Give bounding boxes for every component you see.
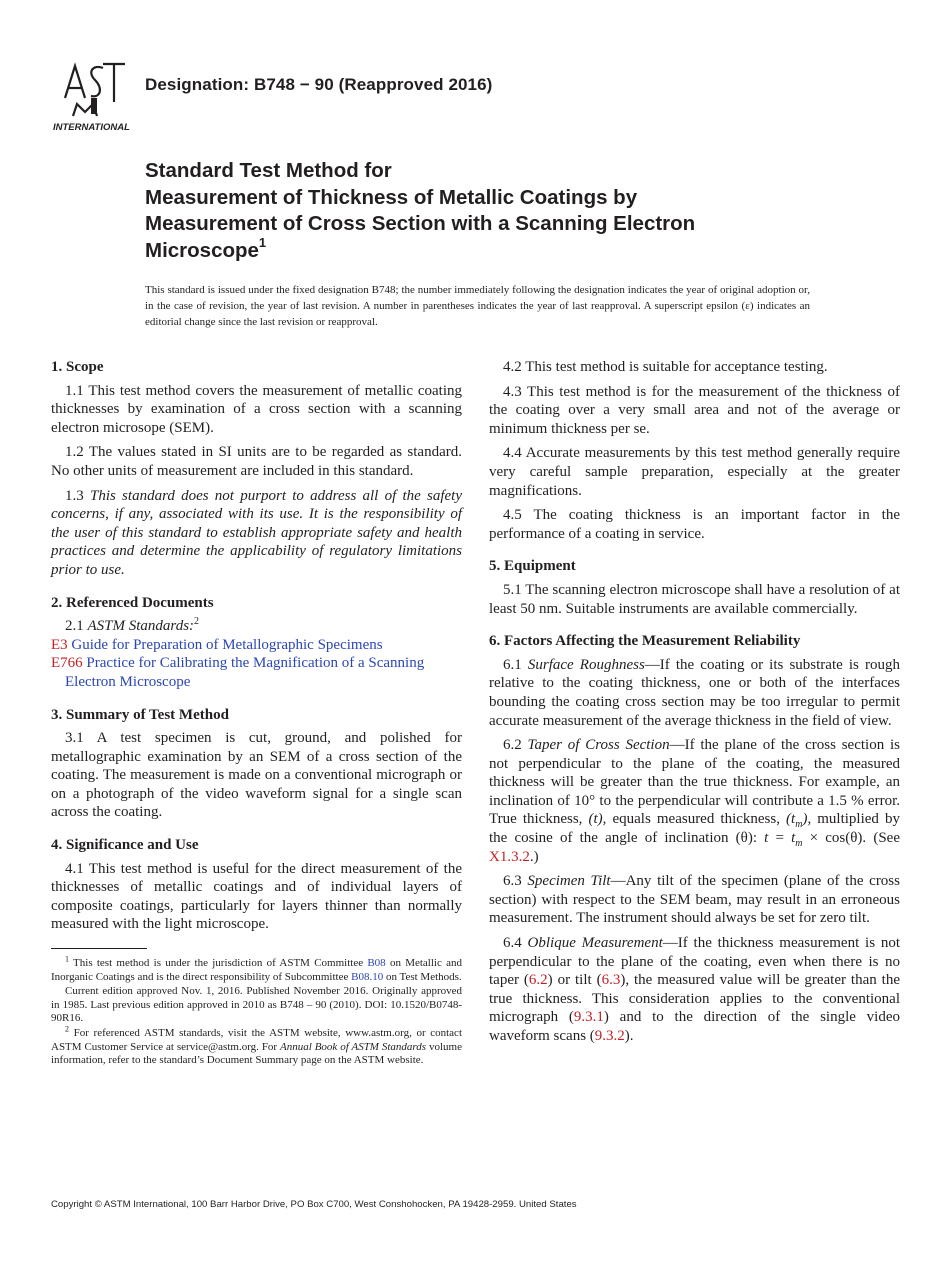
section-heading-referenced-documents: 2. Referenced Documents xyxy=(51,594,214,611)
paragraph-text: ). xyxy=(624,1028,634,1044)
paragraph-number: 6.3 xyxy=(503,873,528,890)
paragraph-text: —If the plane of the cross section is not perpendicular to the plane of the coating, the measured thickness will be greater than the true thickness. For example, an inclination of 10° to the perpendicular will contribute a 1.5 % error. True thickness, xyxy=(489,737,900,828)
paragraph-text: .) xyxy=(529,848,539,865)
paragraph-text: —If the thickness measurement is not perpendicular to the plane of the coating, even when there is no taper ( xyxy=(489,935,901,989)
symbol-tm xyxy=(786,811,808,831)
title-line: Standard Test Method for xyxy=(145,159,392,182)
section-heading-equipment: 5. Equipment xyxy=(489,558,576,575)
equation-symbol: t xyxy=(764,830,769,847)
paragraph-subject: Specimen Tilt xyxy=(527,873,611,890)
committee-link[interactable]: B08 xyxy=(367,957,386,970)
paragraph-number: 6.2 xyxy=(503,737,528,754)
section-link[interactable]: 9.3.1 xyxy=(573,1009,604,1026)
title-footnote-marker: 1 xyxy=(258,234,267,250)
paragraph-subject: Taper of Cross Section xyxy=(527,737,670,754)
paragraph-4-1: 4.1 This test method is useful for the direct measurement of the thicknesses of metallic coatings and of individual layers of composite coatings, particularly for layers thinner than normally measured with the light microscope. xyxy=(51,860,462,933)
equation-text: = xyxy=(768,830,792,847)
paragraph-text: —Any tilt of the specimen (plane of the cross section) with respect to the SEM beam, may result in an erroneous measurement. The instrument should always be set for zero tilt. xyxy=(489,873,900,927)
paragraph-4-2: 4.2 This test method is suitable for acceptance testing. xyxy=(503,359,828,375)
footnote-1 xyxy=(51,954,462,984)
paragraph-4-5: 4.5 The coating thickness is an important factor in the performance of a coating in service. xyxy=(489,507,900,542)
section-heading-factors: 6. Factors Affecting the Measurement Reliability xyxy=(489,633,801,650)
paragraph-text: ) and to the direction of the single video waveform scans ( xyxy=(489,1009,900,1044)
designation: Designation: B748 − 90 (Reapproved 2016) xyxy=(145,75,493,94)
footnote-text: This test method is under the jurisdiction of ASTM Committee xyxy=(69,957,368,970)
footnote-text: on Metallic and Inorganic Coatings and is the direct responsibility of Subcommittee xyxy=(51,957,462,983)
paragraph-6-3 xyxy=(489,872,900,928)
safety-statement: This standard does not purport to address all of the safety concerns, if any, associated with its use. It is the responsibility of the user of this standard to establish appropriate safety and health practices and determine the applicability of regulatory limitations prior to use. xyxy=(51,487,463,578)
paragraph-1-2: 1.2 The values stated in SI units are to be regarded as standard. No other units of measurement are included in this standard. xyxy=(51,444,462,479)
symbol-part: ) xyxy=(802,811,808,828)
title-line xyxy=(145,234,845,265)
document-title xyxy=(145,158,845,264)
left-column xyxy=(51,358,462,1069)
paragraph-text: , equals measured thickness, xyxy=(602,811,787,828)
footnote-text: on Test Methods. xyxy=(383,970,462,983)
title-line: Measurement of Cross Section with a Scanning Electron xyxy=(145,212,696,235)
footnote-italic: Annual Book of ASTM Standards xyxy=(280,1040,427,1053)
paragraph-1-1: 1.1 This test method covers the measurement of metallic coating thicknesses by examination of a cross section with a scanning electron microsope (SEM). xyxy=(51,382,462,436)
paragraph-number: 6.4 xyxy=(503,935,528,952)
paragraph-3-1: 3.1 A test specimen is cut, ground, and polished for metallographic examination by an SEM of a cross section of the coating. The measurement is made on a conventional micrograph or on a photograph of the video waveform signal for a single scan across the coating. xyxy=(51,730,462,821)
footnote-text: For referenced ASTM standards, visit the ASTM website, www.astm.org, or contact ASTM Customer Service at service@astm.org. For xyxy=(51,1027,462,1053)
paragraph-text: ) or tilt ( xyxy=(547,972,602,989)
svg-text:INTERNATIONAL: INTERNATIONAL xyxy=(53,122,130,133)
symbol-part: (t xyxy=(786,811,796,828)
equation-text: × cos(θ). (See xyxy=(802,830,900,847)
paragraph-text: ), the measured value will be greater than the true thickness. This consideration applies to the conventional micrograph ( xyxy=(489,972,900,1026)
section-heading-scope: 1. Scope xyxy=(51,359,104,375)
section-link[interactable]: 6.2 xyxy=(528,972,548,989)
symbol-subscript: m xyxy=(795,819,803,831)
reference-code[interactable]: E3 xyxy=(51,636,68,653)
paragraph-6-4 xyxy=(489,934,900,1046)
reference-title[interactable]: Guide for Preparation of Metallographic Specimens xyxy=(67,636,383,653)
copyright-footer: Copyright © ASTM International, 100 Barr Harbor Drive, PO Box C700, West Conshohocken, PA 19428-2959. United States xyxy=(51,1199,577,1210)
paragraph-2-1 xyxy=(51,617,462,636)
footnote-marker: 2 xyxy=(194,616,200,628)
paragraph-4-4: 4.4 Accurate measurements by this test method generally require very careful sample preparation, especially at the greater magnifications. xyxy=(489,445,900,499)
paragraph-4-3: 4.3 This test method is for the measurement of the thickness of the coating over a very small area and not of the average or minimum thickness per se. xyxy=(489,383,900,437)
paragraph-number: 1.3 xyxy=(65,487,90,504)
paragraph-subject: Surface Roughness xyxy=(527,656,645,673)
section-heading-significance: 4. Significance and Use xyxy=(51,837,199,854)
footnote-edition: Current edition approved Nov. 1, 2016. Published November 2016. Originally approved in 1985. Last previous edition approved in 2010 as B748 – 90 (2010). DOI: 10.1520/B0748-90R16. xyxy=(51,985,462,1025)
reference-title[interactable]: Practice for Calibrating the Magnification of a Scanning Electron Microscope xyxy=(65,655,425,690)
right-column xyxy=(489,358,900,1052)
equation-subscript: m xyxy=(795,838,803,850)
footnote-divider xyxy=(51,948,147,949)
document-header xyxy=(53,58,893,138)
reference-e766[interactable] xyxy=(51,654,462,691)
footnote-2 xyxy=(51,1024,462,1068)
paragraph-5-1: 5.1 The scanning electron microscope shall have a resolution of at least 50 nm. Suitable instruments are available commercially. xyxy=(489,581,900,617)
standard-intro: This standard is issued under the fixed designation B748; the number immediately following the designation indicates the year of original adoption or, in the case of revision, the year of last revision. A number in parentheses indicates the year of last reapproval. A superscript epsilon (ε) indicates an editorial change since the last revision or reapproval. xyxy=(145,284,810,328)
paragraph-text: , multiplied by the cosine of the angle of inclination (θ): xyxy=(489,811,900,847)
paragraph-number: 6.1 xyxy=(503,656,528,673)
title-line: Measurement of Thickness of Metallic Coatings by xyxy=(145,185,638,209)
symbol-t: (t) xyxy=(588,811,603,828)
paragraph-subject: Oblique Measurement xyxy=(527,935,663,952)
footnote-text: volume information, refer to the standard’s Document Summary page on the ASTM website. xyxy=(51,1040,462,1067)
equation-symbol: t xyxy=(791,830,796,847)
section-heading-summary: 3. Summary of Test Method xyxy=(51,706,229,723)
appendix-link[interactable]: X1.3.2 xyxy=(489,848,530,865)
astm-logo-icon xyxy=(53,58,135,134)
section-link[interactable]: 9.3.2 xyxy=(594,1028,625,1044)
paragraph-1-3 xyxy=(51,487,462,580)
footnote-number: 2 xyxy=(65,1024,69,1034)
paragraph-number: 2.1 xyxy=(65,618,88,635)
paragraph-6-1 xyxy=(489,656,900,730)
paragraph-6-2 xyxy=(489,736,900,866)
reference-e3[interactable] xyxy=(51,636,462,655)
paragraph-text: —If the coating or its substrate is rough relative to the coating thickness, one or both of the interfaces bounding the coating cross section may be too irregular to permit accurate measurement of the average thickness in the field of view. xyxy=(489,656,900,729)
section-link[interactable]: 6.3 xyxy=(601,972,621,989)
astm-standards-label: ASTM Standards: xyxy=(87,618,195,635)
footnote-number: 1 xyxy=(65,954,69,964)
subcommittee-link[interactable]: B08.10 xyxy=(351,970,384,983)
reference-code[interactable]: E766 xyxy=(51,655,83,672)
title-line-text: Microscope xyxy=(145,238,259,262)
